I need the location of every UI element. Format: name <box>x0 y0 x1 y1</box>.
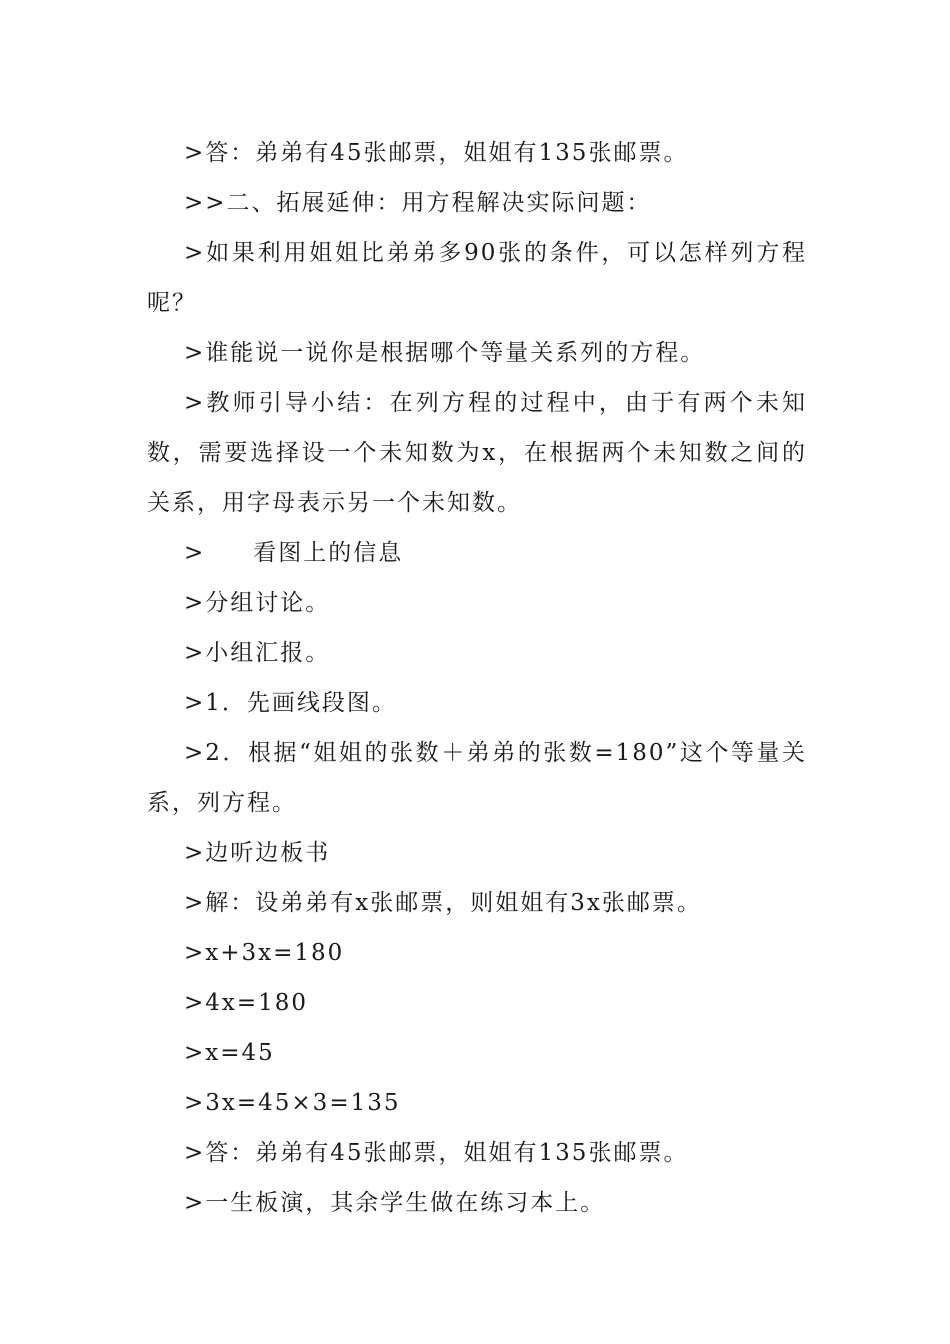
answer-paragraph: >答：弟弟有45张邮票，姐姐有135张邮票。 <box>184 140 689 166</box>
question-paragraph: >谁能说一说你是根据哪个等量关系列的方程。 <box>184 340 706 366</box>
equation-line: >3x=45×3=135 <box>184 1090 401 1116</box>
activity-paragraph: >一生板演，其余学生做在练习本上。 <box>184 1190 606 1216</box>
instruction-paragraph <box>147 528 807 578</box>
equation-line: >x=45 <box>184 1040 275 1066</box>
equation-line: >4x=180 <box>184 990 309 1016</box>
step-paragraph: >小组汇报。 <box>184 640 331 666</box>
summary-paragraph: >教师引导小结：在列方程的过程中，由于有两个未知数，需要选择设一个未知数为x，在根据两个未知数之间的关系，用字母表示另一个未知数。 <box>147 390 807 516</box>
step-paragraph: >2．根据“姐姐的张数＋弟弟的张数=180”这个等量关系，列方程。 <box>147 740 807 816</box>
document-body <box>147 128 807 1228</box>
solution-paragraph: >解：设弟弟有x张邮票，则姐姐有3x张邮票。 <box>184 890 702 916</box>
answer-paragraph: >答：弟弟有45张邮票，姐姐有135张邮票。 <box>184 1140 689 1166</box>
paragraph-text: 看图上的信息 <box>253 540 404 566</box>
step-paragraph: >边听边板书 <box>184 840 331 866</box>
paragraph-prefix: > <box>184 540 206 566</box>
step-paragraph: >分组讨论。 <box>184 590 331 616</box>
equation-line: >x+3x=180 <box>184 940 345 966</box>
section-heading: >>二、拓展延伸：用方程解决实际问题： <box>184 190 652 216</box>
question-paragraph: >如果利用姐姐比弟弟多90张的条件，可以怎样列方程呢？ <box>147 240 807 316</box>
step-paragraph: >1．先画线段图。 <box>184 690 397 716</box>
